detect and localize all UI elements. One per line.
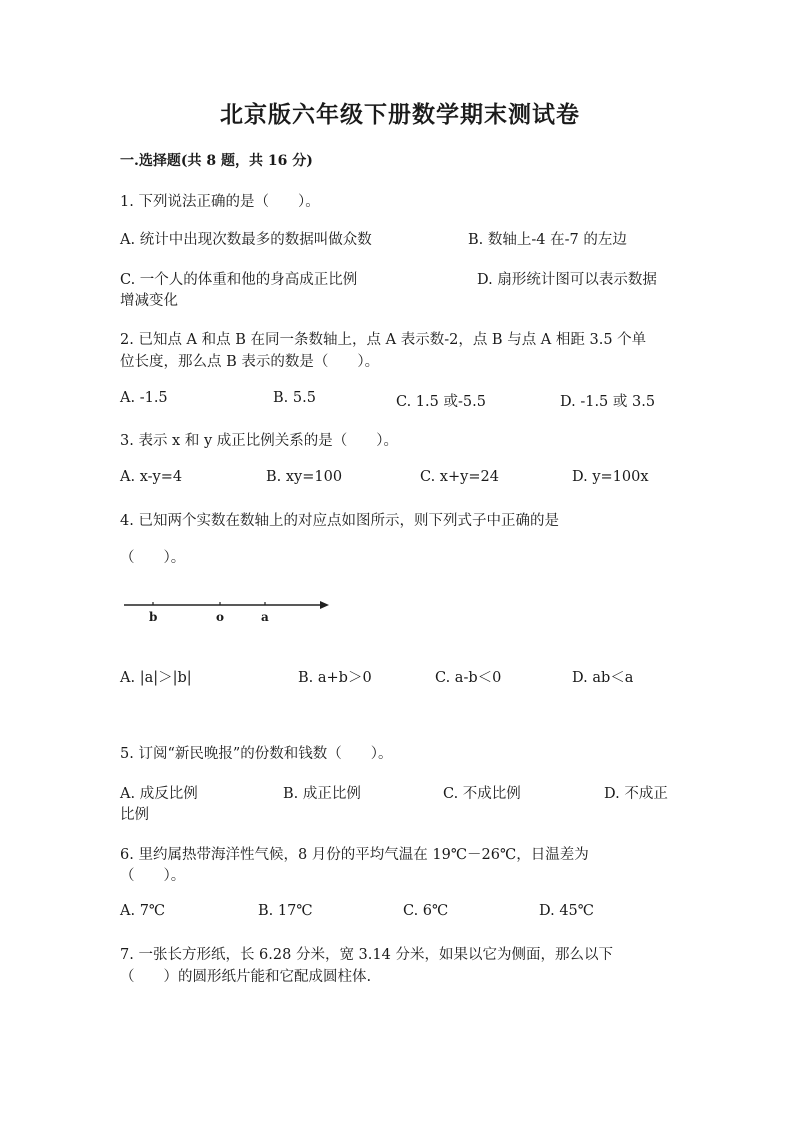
number-line-label-o: o <box>216 610 225 624</box>
section-heading: 一.选择题(共 8 题，共 16 分) <box>120 153 313 169</box>
question-2-stem-line1: 2. 已知点 A 和点 B 在同一条数轴上，点 A 表示数-2，点 B 与点 A 相距 3.5 个单 <box>120 332 647 348</box>
question-4-stem-line1: 4. 已知两个实数在数轴上的对应点如图所示，则下列式子中正确的是 <box>120 513 559 529</box>
question-5-option-d-continued: 比例 <box>120 807 149 823</box>
question-3-stem: 3. 表示 x 和 y 成正比例关系的是（ ）。 <box>120 433 398 449</box>
question-6-option-a: A. 7℃ <box>120 903 166 919</box>
question-6-option-b: B. 17℃ <box>258 903 313 919</box>
question-4-option-a: A. |a|＞|b| <box>120 670 192 686</box>
question-6-option-d: D. 45℃ <box>539 903 594 919</box>
question-1-stem: 1. 下列说法正确的是（ ）。 <box>120 194 320 210</box>
question-2-option-c: C. 1.5 或-5.5 <box>396 394 486 410</box>
question-5-stem: 5. 订阅“新民晚报”的份数和钱数（ ）。 <box>120 746 393 762</box>
question-4-option-d: D. ab＜a <box>572 670 634 686</box>
question-3-option-b: B. xy=100 <box>266 469 343 485</box>
question-2-option-b: B. 5.5 <box>273 390 316 406</box>
question-3-option-a: A. x-y=4 <box>120 469 183 485</box>
question-1-option-a: A. 统计中出现次数最多的数据叫做众数 <box>120 232 372 248</box>
question-4-option-b: B. a+b＞0 <box>298 670 372 686</box>
question-4-option-c: C. a-b＜0 <box>435 670 502 686</box>
question-5-option-d: D. 不成正 <box>604 786 668 802</box>
question-1-option-d-continued: 增减变化 <box>120 293 178 309</box>
question-2-option-a: A. -1.5 <box>120 390 168 406</box>
question-5-option-c: C. 不成比例 <box>443 786 521 802</box>
question-5-option-a: A. 成反比例 <box>120 786 198 802</box>
number-line-label-a: a <box>261 610 269 624</box>
question-3-option-c: C. x+y=24 <box>420 469 499 485</box>
arrow-right-icon <box>320 601 329 609</box>
question-1-option-b: B. 数轴上-4 在-7 的左边 <box>468 232 627 248</box>
question-1-option-d: D. 扇形统计图可以表示数据 <box>477 272 657 288</box>
question-7-stem-line2: （ ）的圆形纸片能和它配成圆柱体. <box>120 969 372 985</box>
question-6-option-c: C. 6℃ <box>403 903 449 919</box>
question-2-option-d: D. -1.5 或 3.5 <box>560 394 656 410</box>
question-6-stem-line2: （ ）。 <box>120 868 186 884</box>
question-7-stem-line1: 7. 一张长方形纸，长 6.28 分米，宽 3.14 分米，如果以它为侧面，那么以下 <box>120 947 613 963</box>
question-2-stem-line2: 位长度，那么点 B 表示的数是（ ）。 <box>120 354 380 370</box>
page-title: 北京版六年级下册数学期末测试卷 <box>220 101 580 128</box>
question-6-stem-line1: 6. 里约属热带海洋性气候，8 月份的平均气温在 19℃－26℃，日温差为 <box>120 847 589 863</box>
question-4-stem-line2: （ ）。 <box>120 550 186 566</box>
number-line-label-b: b <box>149 610 158 624</box>
question-3-option-d: D. y=100x <box>572 469 649 485</box>
question-1-option-c: C. 一个人的体重和他的身高成正比例 <box>120 272 358 288</box>
question-5-option-b: B. 成正比例 <box>283 786 361 802</box>
